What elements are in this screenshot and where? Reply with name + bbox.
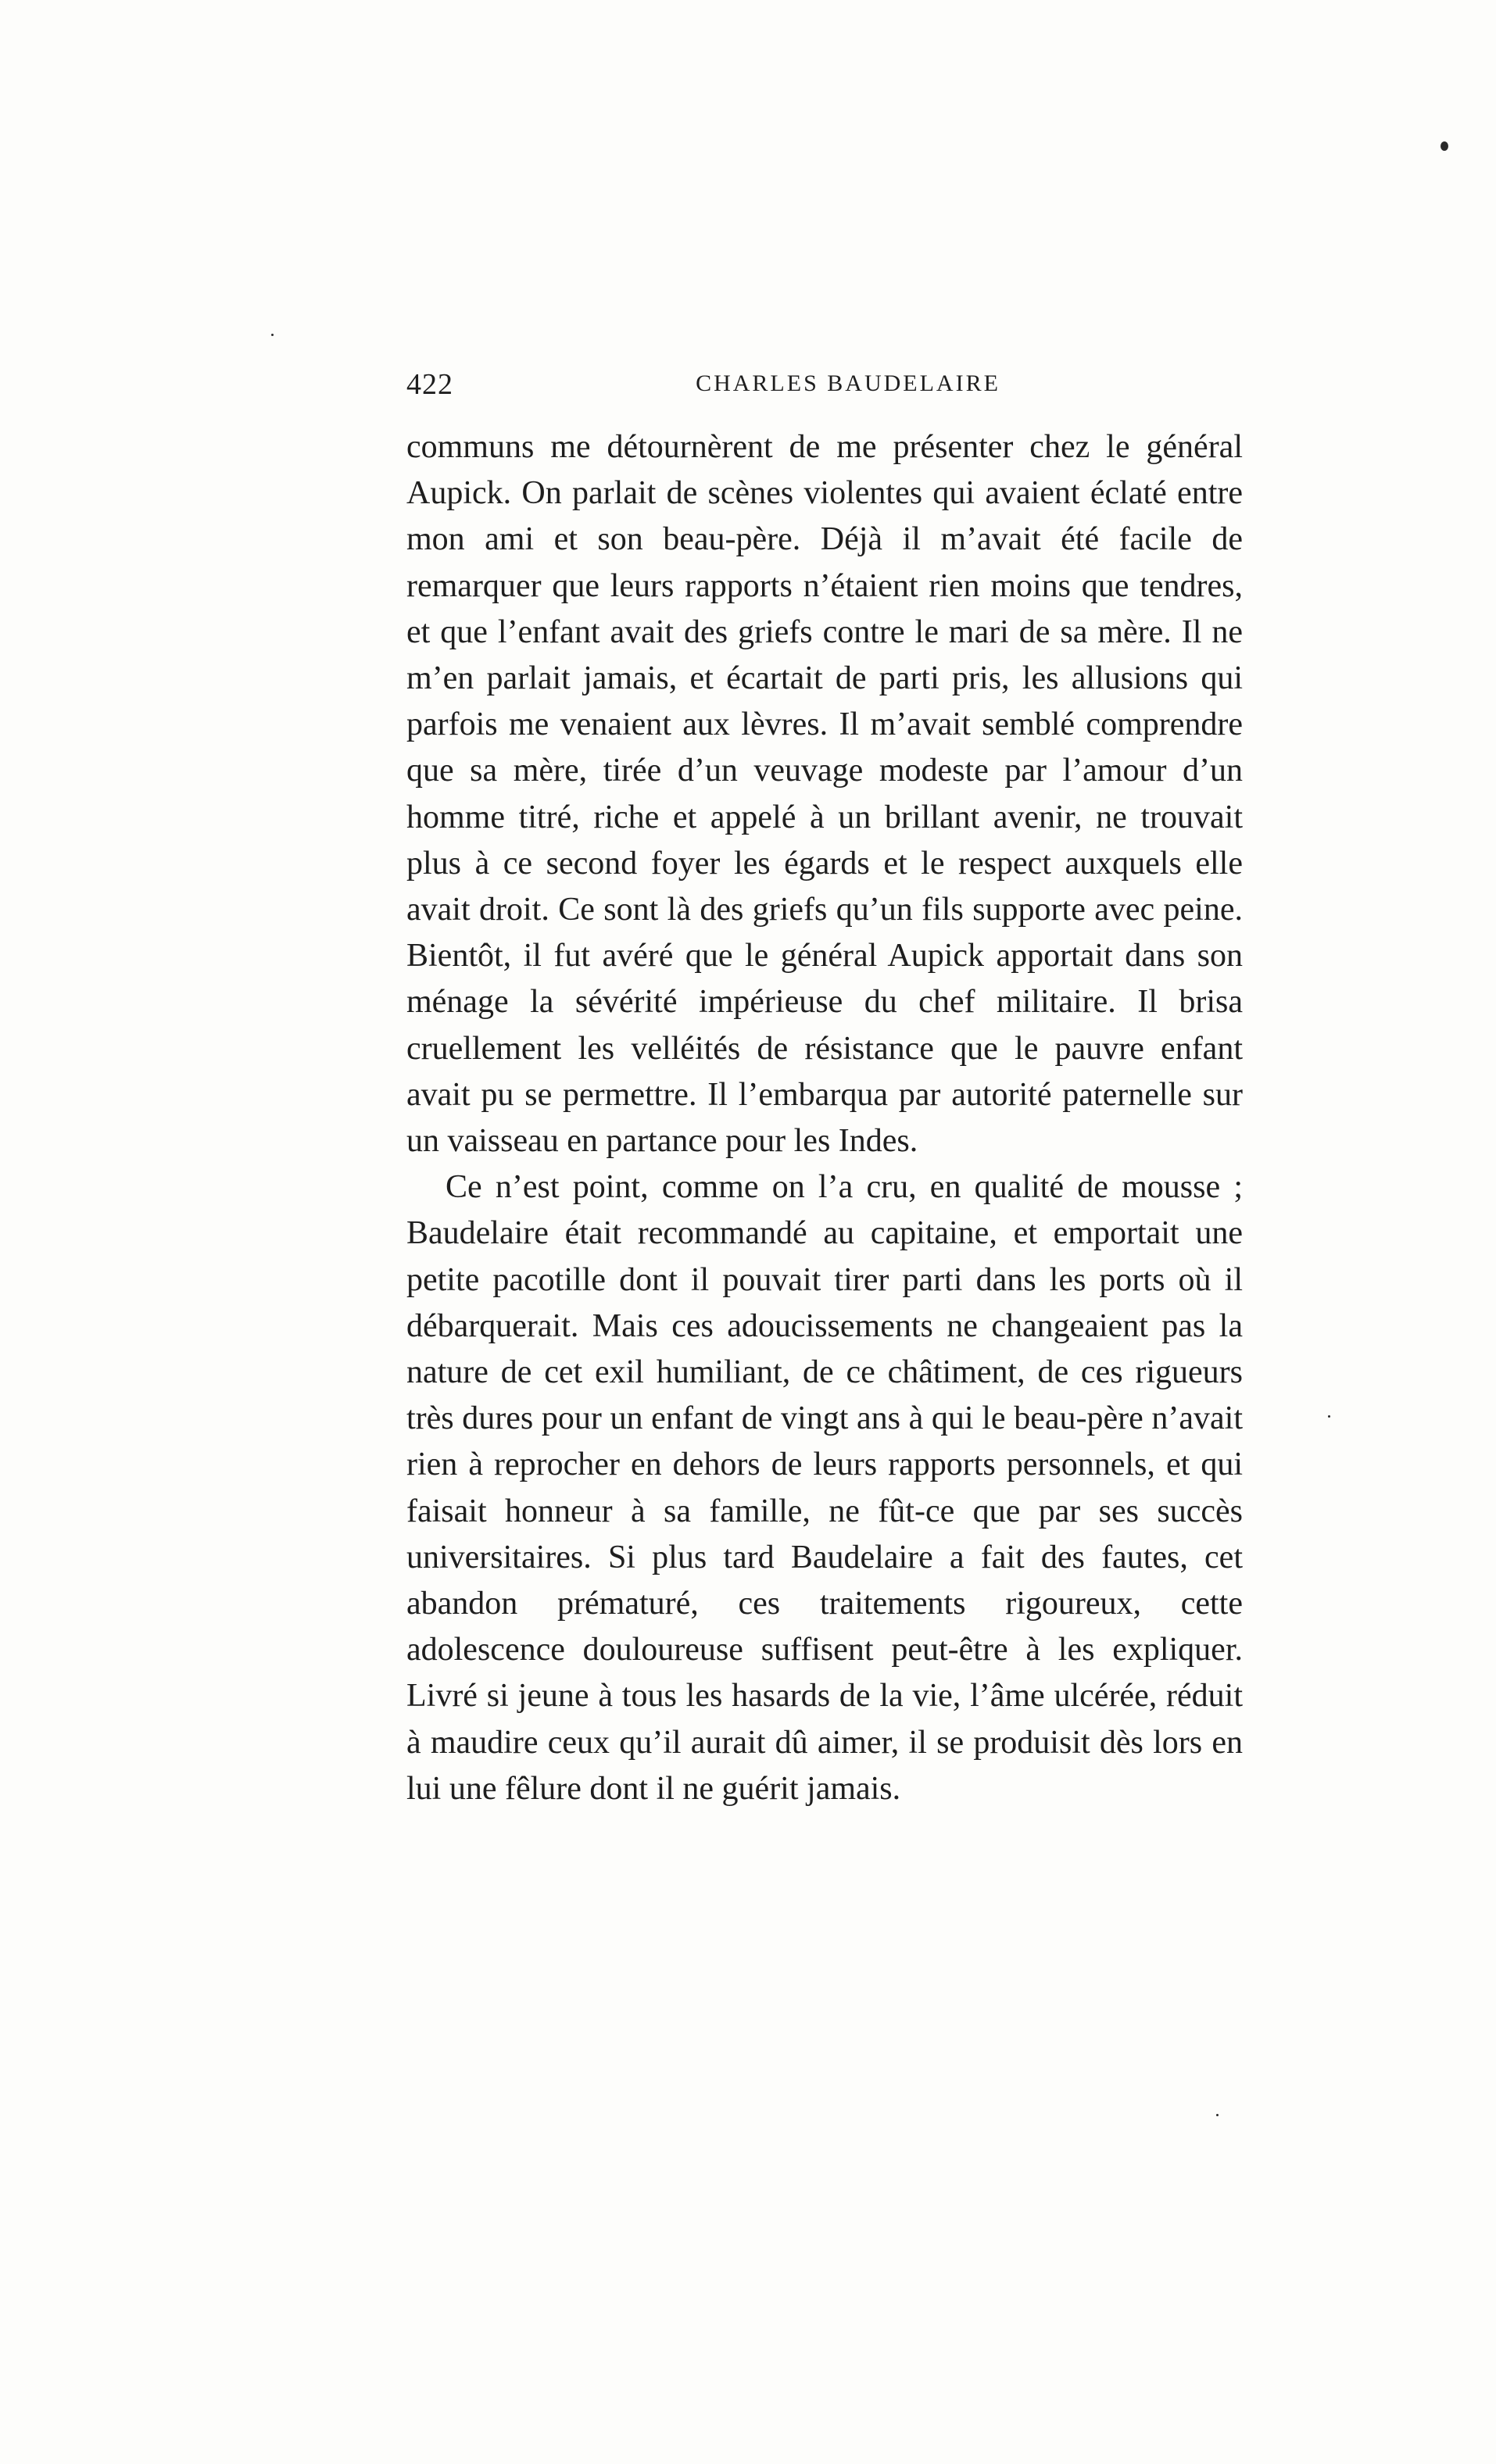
paragraph-2: Ce n’est point, comme on l’a cru, en qualité de mousse ; Baudelaire était recommandé au capitaine, et emportait une petite pacotille dont il pouvait tirer parti dans les ports où il débarquerait. Mais ces adoucissements ne changeaient pas la nature de cet exil humiliant, de ce châtiment, de ces rigueurs très dures pour un enfant de vingt ans à qui le beau-père n’avait rien à reprocher en dehors de leurs rapports personnels, et qui faisait honneur à sa famille, ne fût-ce que par ses succès universitaires. Si plus tard Baudelaire a fait des fautes, cet abandon prématuré, ces traitements rigoureux, cette adolescence douloureuse suffisent peut-être à les expliquer. Livré si jeune à tous les hasards de la vie, l’âme ulcérée, réduit à maudire ceux qu’il aurait dû aimer, il se produisit dès lors en lui une fêlure dont il ne guérit jamais.: [406, 1169, 1243, 1807]
paragraph-1: communs me détournèrent de me présenter chez le général Aupick. On parlait de scènes violentes qui avaient éclaté entre mon ami et son beau-père. Déjà il m’avait été facile de remarquer que leurs rapports n’étaient rien moins que tendres, et que l’enfant avait des griefs contre le mari de sa mère. Il ne m’en parlait jamais, et écartait de parti pris, les allusions qui parfois me venaient aux lèvres. Il m’avait semblé comprendre que sa mère, tirée d’un veuvage modeste par l’amour d’un homme titré, riche et appelé à un brillant avenir, ne trouvait plus à ce second foyer les égards et le respect auxquels elle avait droit. Ce sont là des griefs qu’un fils supporte avec peine. Bientôt, il fut avéré que le général Aupick apportait dans son ménage la sévérité impérieuse du chef militaire. Il brisa cruellement les velléités de résistance que le pauvre enfant avait pu se permettre. Il l’embarqua par autorité paternelle sur un vaisseau en partance pour les Indes.: [406, 429, 1243, 1160]
ink-speck: [1216, 2114, 1219, 2116]
page-number: 422: [406, 368, 453, 401]
body-text: [406, 424, 1243, 1812]
ink-speck: [271, 334, 274, 336]
page-header: [406, 367, 1243, 414]
ink-speck: [1441, 141, 1448, 151]
ink-speck: [1328, 1415, 1330, 1418]
running-head: CHARLES BAUDELAIRE: [696, 370, 1000, 396]
